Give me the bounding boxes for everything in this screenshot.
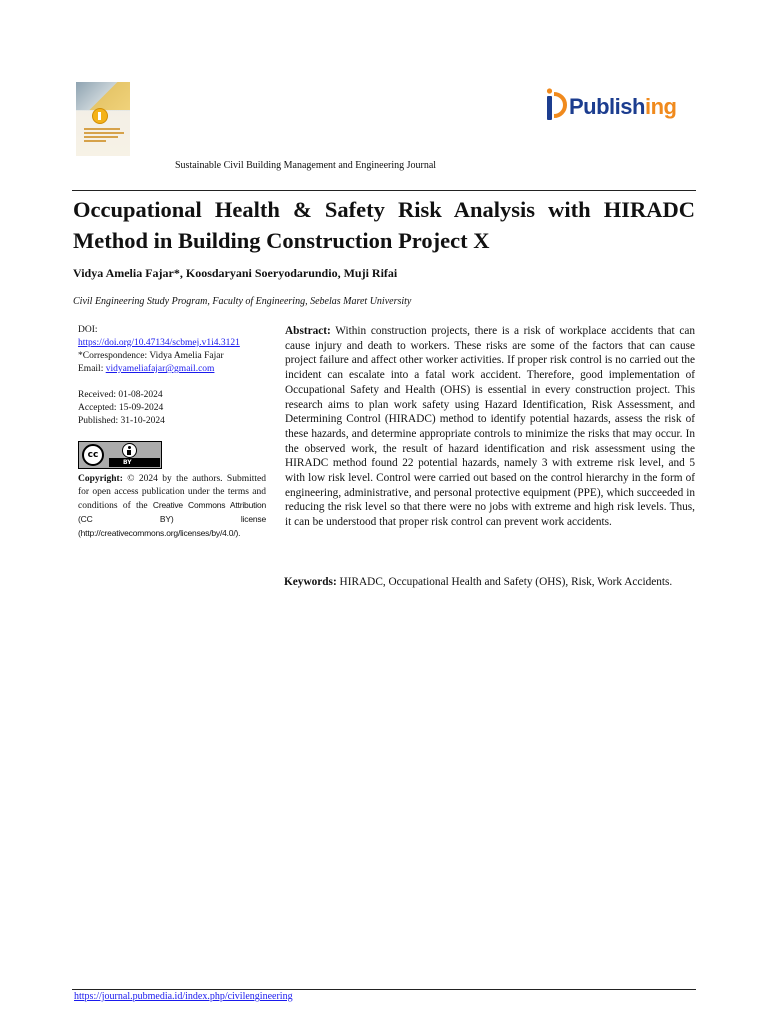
abstract-label: Abstract: — [285, 325, 331, 337]
keywords-label: Keywords: — [284, 576, 337, 588]
doi-block — [78, 324, 266, 376]
publisher-logo — [545, 88, 685, 128]
abstract — [285, 324, 695, 530]
publisher-logo-icon — [545, 88, 569, 122]
cc-icon: cc — [82, 444, 104, 466]
published-date: Published: 31-10-2024 — [78, 416, 165, 426]
copyright-notice — [78, 473, 266, 541]
keywords — [284, 575, 695, 590]
copyright-label: Copyright: — [78, 474, 123, 484]
correspondence: *Correspondence: Vidya Amelia Fajar — [78, 351, 224, 361]
journal-cover-thumbnail — [76, 82, 130, 156]
received-date: Received: 01-08-2024 — [78, 390, 163, 400]
attribution-icon — [122, 443, 137, 458]
email-label: Email: — [78, 364, 106, 374]
cover-photo — [76, 82, 130, 110]
cover-title-line — [84, 136, 118, 138]
accepted-date: Accepted: 15-09-2024 — [78, 403, 164, 413]
keywords-text: HIRADC, Occupational Health and Safety (OHS), Risk, Work Accidents. — [336, 576, 673, 588]
cover-logo-icon — [92, 108, 108, 124]
cc-by-license-badge[interactable] — [78, 441, 162, 469]
email-link[interactable]: vidyameliafajar@gmail.com — [105, 364, 215, 374]
header-divider — [72, 190, 696, 191]
copyright-text: © 2024 by the authors. Submitted for open access publication under the terms and conditions of the — [78, 474, 266, 511]
dates-block — [78, 389, 266, 428]
journal-name: Sustainable Civil Building Management and Engineering Journal — [175, 160, 437, 171]
cover-title-line — [84, 140, 106, 142]
cover-title-line — [84, 128, 120, 130]
affiliation: Civil Engineering Study Program, Faculty of Engineering, Sebelas Maret University — [73, 296, 412, 307]
publisher-logo-text — [569, 94, 676, 120]
by-label: BY — [123, 459, 132, 466]
abstract-text: Within construction projects, there is a risk of workplace accidents that can cause injury and death to workers. These risks are some of the factors that can cause project failure and affect other worker activities. If proper risk control is no carried out the incident can escalate into a fatal work accident. Therefore, good implementation of Occupational Safety and Health (OHS) is essential in every construction project. This research aims to plan work safety using Hazard Identification, Risk Assessment, and Determining Control (HIRADC) method to identify potential hazards, assess the risk of these hazards, and determine appropriate controls to minimize the risks that may occur. In the observed work, the result of hazard identification and risk assessment using the HIRADC method found 22 potential hazards, namely 3 with extreme risk level, and 5 with low risk level. Control were carried out based on the control hierarchy in the form of engineering, administrative, and personal protective equipment (PPE), which succeeded in reducing the risk level so that there were no jobs with extreme and high risk levels. Thus, it can be understood that proper risk control can prevent work accidents. — [285, 325, 695, 529]
paper-title: Occupational Health & Safety Risk Analysis with HIRADC Method in Building Construction Project X — [73, 197, 695, 253]
doi-label: DOI: — [78, 325, 98, 335]
logo-text-main: Publish — [569, 94, 645, 119]
article-metadata — [78, 324, 266, 541]
footer-divider — [72, 989, 696, 990]
doi-link[interactable]: https://doi.org/10.47134/scbmej.v1i4.3121 — [78, 338, 240, 348]
license-url: (http://creativecommons.org/licenses/by/4.0/). — [78, 528, 241, 538]
logo-text-accent: ing — [644, 94, 677, 119]
cover-title-line — [84, 132, 124, 134]
license-name: Creative Commons Attribution (CC BY) license — [78, 500, 266, 524]
authors: Vidya Amelia Fajar*, Koosdaryani Soeryodarundio, Muji Rifai — [73, 266, 398, 280]
by-band — [109, 458, 160, 467]
journal-url-link[interactable]: https://journal.pubmedia.id/index.php/civilengineering — [74, 991, 293, 1002]
